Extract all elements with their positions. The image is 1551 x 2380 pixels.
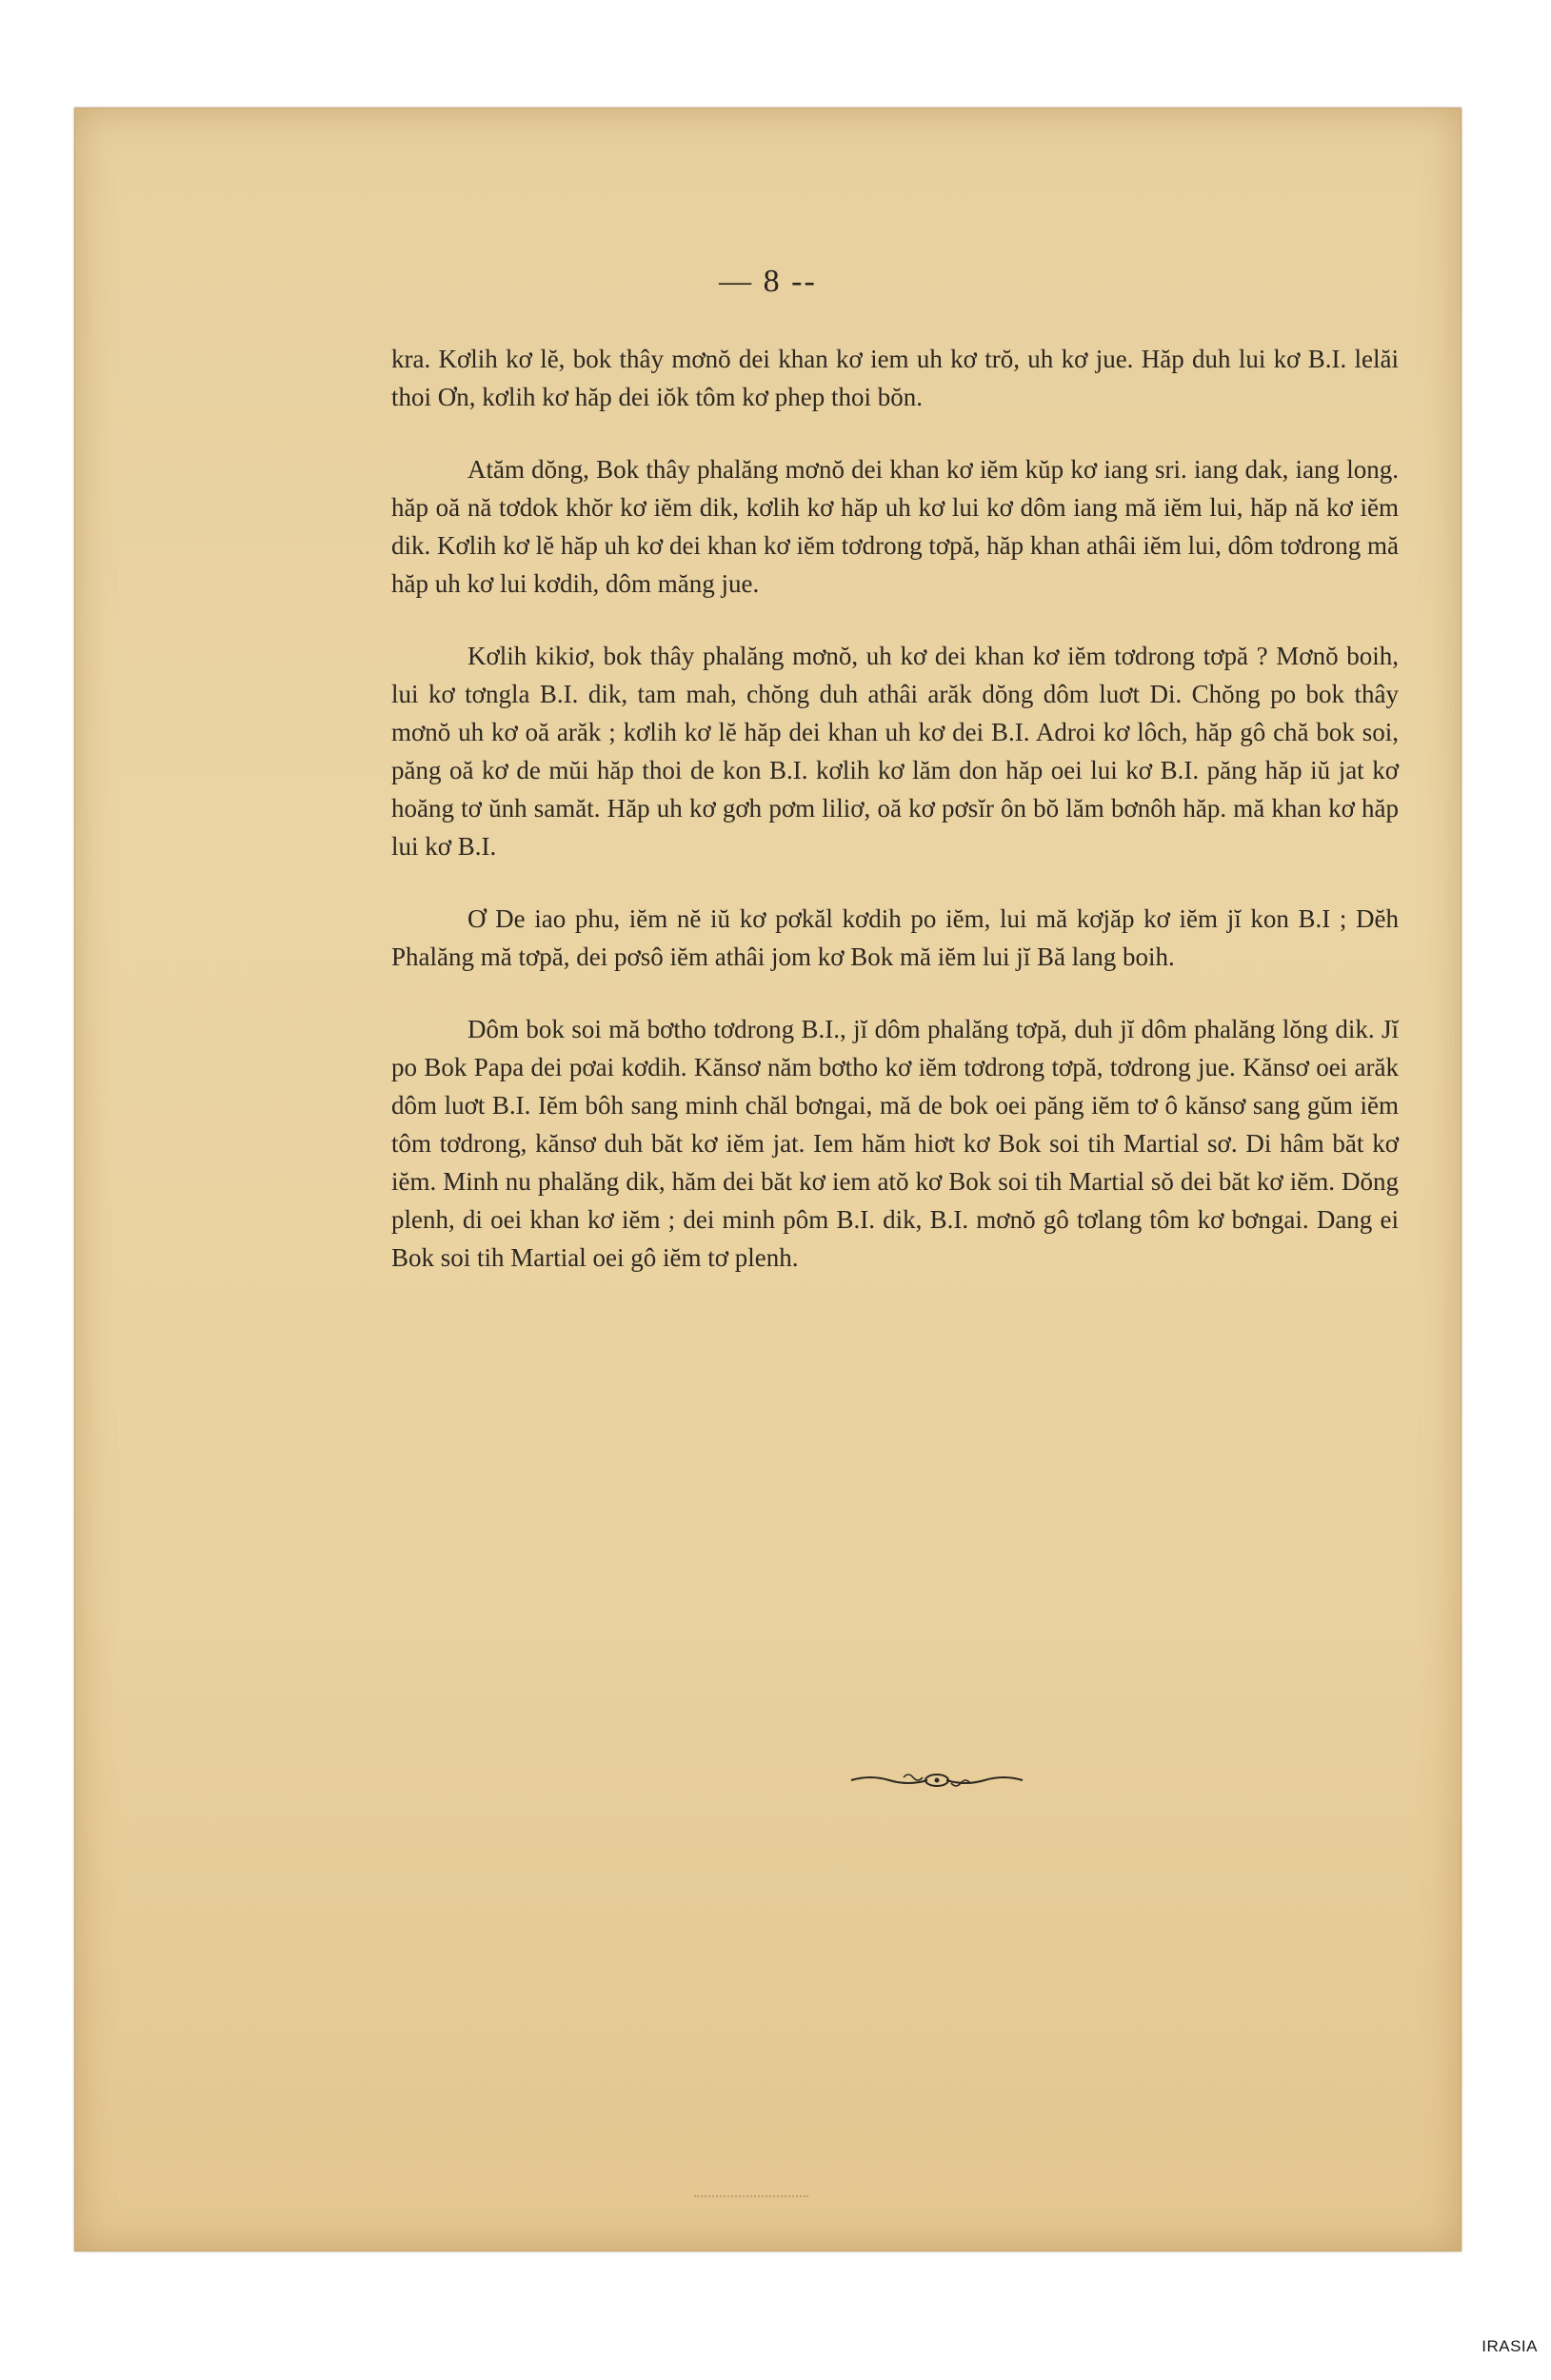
- watermark: IRASIA: [1481, 2337, 1538, 2355]
- paragraph-1: kra. Kơlih kơ lĕ, bok thây mơnŏ dei khan kơ iem uh kơ trŏ, uh kơ jue. Hăp duh lui kơ B.I. lelăi thoi Ơn, kơlih kơ hăp dei iŏk tôm kơ phep thoi bŏn.: [391, 345, 1399, 411]
- paragraph-3: Kơlih kikiơ, bok thây phalăng mơnŏ, uh kơ dei khan kơ iĕm tơdrong tơpă ? Mơnŏ boih, lui kơ tơngla B.I. dik, tam mah, chŏng duh athâi arăk dŏng dôm luơt Di. Chŏng po bok thây mơnŏ uh kơ oă arăk ; kơlih kơ lĕ hăp dei khan uh kơ dei B.I. Adroi kơ lôch, hăp gô chă bok soi, păng oă kơ de mŭi hăp thoi de kon B.I. kơlih kơ lăm don hăp oei lui kơ B.I. păng hăp iŭ jat kơ hoăng tơ ŭnh samăt. Hăp uh kơ gơh pơm liliơ, oă kơ pơsĭr ôn bŏ lăm bơnôh hăp. mă khan kơ hăp lui kơ B.I.: [391, 642, 1399, 861]
- paragraph-4: Ơ De iao phu, iĕm nĕ iŭ kơ pơkăl kơdih po iĕm, lui mă kơjăp kơ iĕm jĭ kon B.I ; Dĕh Phalăng mă tơpă, dei pơsô iĕm athâi jom kơ Bok mă iĕm lui jĭ Bă lang boih.: [391, 904, 1399, 971]
- body-text: [391, 340, 1399, 1311]
- faint-mark: [694, 2195, 808, 2201]
- book-page: [74, 108, 1462, 2251]
- paragraph-2: Atăm dŏng, Bok thây phalăng mơnŏ dei khan kơ iĕm kŭp kơ iang sri. iang dak, iang long. hăp oă nă tơdok khŏr kơ iĕm dik, kơlih kơ hăp uh kơ lui kơ dôm iang mă iĕm lui, hăp nă kơ iĕm dik. Kơlih kơ lĕ hăp uh kơ dei khan kơ iĕm tơdrong tơpă, hăp khan athâi iĕm lui, dôm tơdrong mă hăp uh kơ lui kơdih, dôm măng jue.: [391, 455, 1399, 598]
- ornament-divider-icon: [846, 1769, 1027, 1792]
- page-number: — 8 --: [719, 264, 817, 299]
- paragraph-5: Dôm bok soi mă bơtho tơdrong B.I., jĭ dôm phalăng tơpă, duh jĭ dôm phalăng lŏng dik. Jĭ po Bok Papa dei pơai kơdih. Kănsơ năm bơtho kơ iĕm tơdrong tơpă, tơdrong jue. Kănsơ oei arăk dôm luơt B.I. Iĕm bôh sang minh chăl bơngai, mă de bok oei păng iĕm tơ ô kănsơ sang gŭm iĕm tôm tơdrong, kănsơ duh băt kơ iĕm jat. Iem hăm hiơt kơ Bok soi tih Martial sơ. Di hâm băt kơ iĕm. Minh nu phalăng dik, hăm dei băt kơ iem atŏ kơ Bok soi tih Martial sŏ dei băt kơ iĕm. Dŏng plenh, di oei khan kơ iĕm ; dei minh pôm B.I. dik, B.I. mơnŏ gô tơlang tôm kơ bơngai. Dang ei Bok soi tih Martial oei gô iĕm tơ plenh.: [391, 1015, 1399, 1272]
